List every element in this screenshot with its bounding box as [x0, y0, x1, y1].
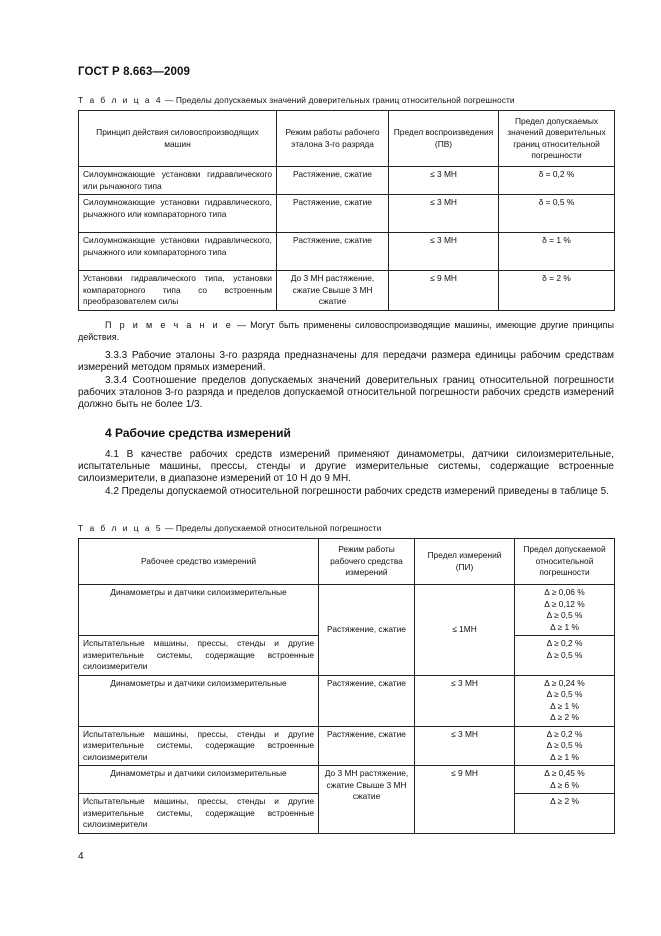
table4-note — [78, 320, 614, 343]
error-value: Δ ≥ 0,06 % — [544, 587, 585, 597]
table5-header-limit: Предел измерений (ПИ) — [415, 539, 515, 585]
table4-cell-principle: Силоумножающие установки гидравлического, рычажного или компараторного типа — [79, 233, 277, 271]
table4-cell-principle: Силоумножающие установки гидравлического, рычажного или компараторного типа — [79, 195, 277, 233]
table-row — [79, 766, 615, 794]
error-value: Δ ≥ 0,45 % — [544, 768, 585, 778]
table4 — [78, 110, 615, 311]
table4-label: Т а б л и ц а 4 — [78, 95, 163, 105]
table4-cell-mode: Растяжение, сжатие — [277, 195, 389, 233]
table-row — [79, 675, 615, 726]
paragraph-3-3-3: 3.3.3 Рабочие эталоны 3-го разряда предназначены для передачи размера единицы рабочим средствам измерений методом прямых измерений. — [78, 350, 614, 374]
table4-cell-mode: Растяжение, сжатие — [277, 233, 389, 271]
table5-cell-device: Динамометры и датчики силоизмерительные — [79, 766, 319, 794]
table-row — [79, 195, 615, 233]
table5-cell-device: Динамометры и датчики силоизмерительные — [79, 675, 319, 726]
table5-cell-error — [515, 794, 615, 834]
table5-cell-error — [515, 636, 615, 676]
error-value: Δ ≥ 1 % — [550, 700, 579, 711]
table5-cell-mode: Растяжение, сжатие — [319, 675, 415, 726]
paragraph-3-3-4: 3.3.4 Соотношение пределов допускаемых значений доверительных границ относительной погрешности рабочих эталонов 3-го разряда и пределов допускаемой относительной погрешности рабочих средств измерений должно быть не более 1/3. — [78, 375, 614, 411]
table5-cell-mode: Растяжение, сжатие — [319, 585, 415, 676]
error-value: Δ ≥ 0,2 % — [546, 728, 583, 739]
table4-header-row — [79, 111, 615, 167]
table4-cell-limit: ≤ 3 МН — [389, 233, 499, 271]
table5-cell-device: Испытательные машины, прессы, стенды и другие измерительные системы, содержащие встроенные силоизмерители — [79, 636, 319, 676]
table5-cell-mode: До 3 МН растяжение, сжатие Свыше 3 МН сжатие — [319, 766, 415, 834]
table5-header-error: Предел допускаемой относительной погрешности — [515, 539, 615, 585]
table4-cell-principle: Установки гидравлического типа, установки компараторного типа со встроенным преобразователем силы — [79, 271, 277, 311]
table5-cell-limit: ≤ 3 МН — [415, 675, 515, 726]
section-4-title: 4 Рабочие средства измерений — [105, 426, 291, 440]
table5-header-row — [79, 539, 615, 585]
table4-cell-mode: До 3 МН растяжение, сжатие Свыше 3 МН сжатие — [277, 271, 389, 311]
table5-caption — [78, 523, 381, 533]
table-row — [79, 167, 615, 195]
table5-cell-device: Динамометры и датчики силоизмерительные — [79, 585, 319, 636]
table5-cell-error — [515, 766, 615, 794]
error-value: Δ ≥ 1 % — [550, 621, 579, 632]
table5-cell-error — [515, 585, 615, 636]
table5-cell-limit: ≤ 9 МН — [415, 766, 515, 834]
table4-cell-principle: Силоумножающие установки гидравлического или рычажного типа — [79, 167, 277, 195]
page-number: 4 — [78, 851, 84, 862]
table4-cell-error: δ = 0,2 % — [499, 167, 615, 195]
table5-cell-limit: ≤ 1МН — [415, 585, 515, 676]
paragraph-4-2: 4.2 Пределы допускаемой относительной погрешности рабочих средств измерений приведены в таблице 5. — [105, 486, 609, 497]
table4-cell-error: δ = 1 % — [499, 233, 615, 271]
table5-cell-limit: ≤ 3 МН — [415, 726, 515, 766]
table4-cell-error: δ = 0,5 % — [499, 195, 615, 233]
table4-cell-limit: ≤ 9 МН — [389, 271, 499, 311]
table4-header-error: Предел допускаемых значений доверительных границ относительной погрешности — [499, 111, 615, 167]
table5-label: Т а б л и ц а 5 — [78, 523, 163, 533]
table5-header-device: Рабочее средство измерений — [79, 539, 319, 585]
table5-header-mode: Режим работы рабочего средства измерений — [319, 539, 415, 585]
document-header: ГОСТ Р 8.663—2009 — [78, 66, 190, 78]
table5-cell-device: Испытательные машины, прессы, стенды и другие измерительные системы, содержащие встроенные силоизмерители — [79, 726, 319, 766]
table4-cell-mode: Растяжение, сжатие — [277, 167, 389, 195]
note-text: — Могут быть применены силовоспроизводящие машины, имеющие другие принципы действия. — [78, 320, 614, 342]
table4-header-limit: Предел воспроизведения (ПВ) — [389, 111, 499, 167]
note-label: П р и м е ч а н и е — [105, 320, 233, 330]
paragraph-4-1: 4.1 В качестве рабочих средств измерений применяют динамометры, датчики силоизмерительные, испытательные машины, прессы, стенды и другие измерительные системы, содержащие встроенные силоизмерители, в диапазоне измерений от 10 Н до 9 МН. — [78, 449, 614, 485]
table5-title: — Пределы допускаемой относительной погрешности — [162, 523, 382, 533]
table5-cell-error — [515, 726, 615, 766]
table5-cell-device: Испытательные машины, прессы, стенды и другие измерительные системы, содержащие встроенные силоизмерители — [79, 794, 319, 834]
error-value: Δ ≥ 0,5 % — [546, 649, 583, 660]
table-row — [79, 271, 615, 311]
table4-cell-error: δ = 2 % — [499, 271, 615, 311]
error-value: Δ ≥ 0,2 % — [546, 638, 583, 648]
error-value: Δ ≥ 0,5 % — [546, 610, 583, 620]
table-row — [79, 726, 615, 766]
table4-cell-limit: ≤ 3 МН — [389, 195, 499, 233]
table5-cell-error — [515, 675, 615, 726]
error-value: Δ ≥ 2 % — [550, 796, 579, 806]
table-row — [79, 585, 615, 636]
error-value: Δ ≥ 1 % — [550, 751, 579, 762]
table4-title: — Пределы допускаемых значений доверительных границ относительной погрешности — [162, 95, 515, 105]
error-value: Δ ≥ 0,5 % — [546, 740, 583, 750]
table4-header-principle: Принцип действия силовоспроизводящих машин — [79, 111, 277, 167]
table5 — [78, 538, 615, 834]
table5-cell-mode: Растяжение, сжатие — [319, 726, 415, 766]
error-value: Δ ≥ 0,24 % — [544, 677, 585, 688]
table-row — [79, 233, 615, 271]
error-value: Δ ≥ 2 % — [550, 712, 579, 722]
error-value: Δ ≥ 0,12 % — [544, 598, 585, 609]
error-value: Δ ≥ 6 % — [550, 779, 579, 790]
error-value: Δ ≥ 0,5 % — [546, 689, 583, 699]
table4-cell-limit: ≤ 3 МН — [389, 167, 499, 195]
table4-caption — [78, 95, 515, 105]
table4-header-mode: Режим работы рабочего эталона 3-го разряда — [277, 111, 389, 167]
